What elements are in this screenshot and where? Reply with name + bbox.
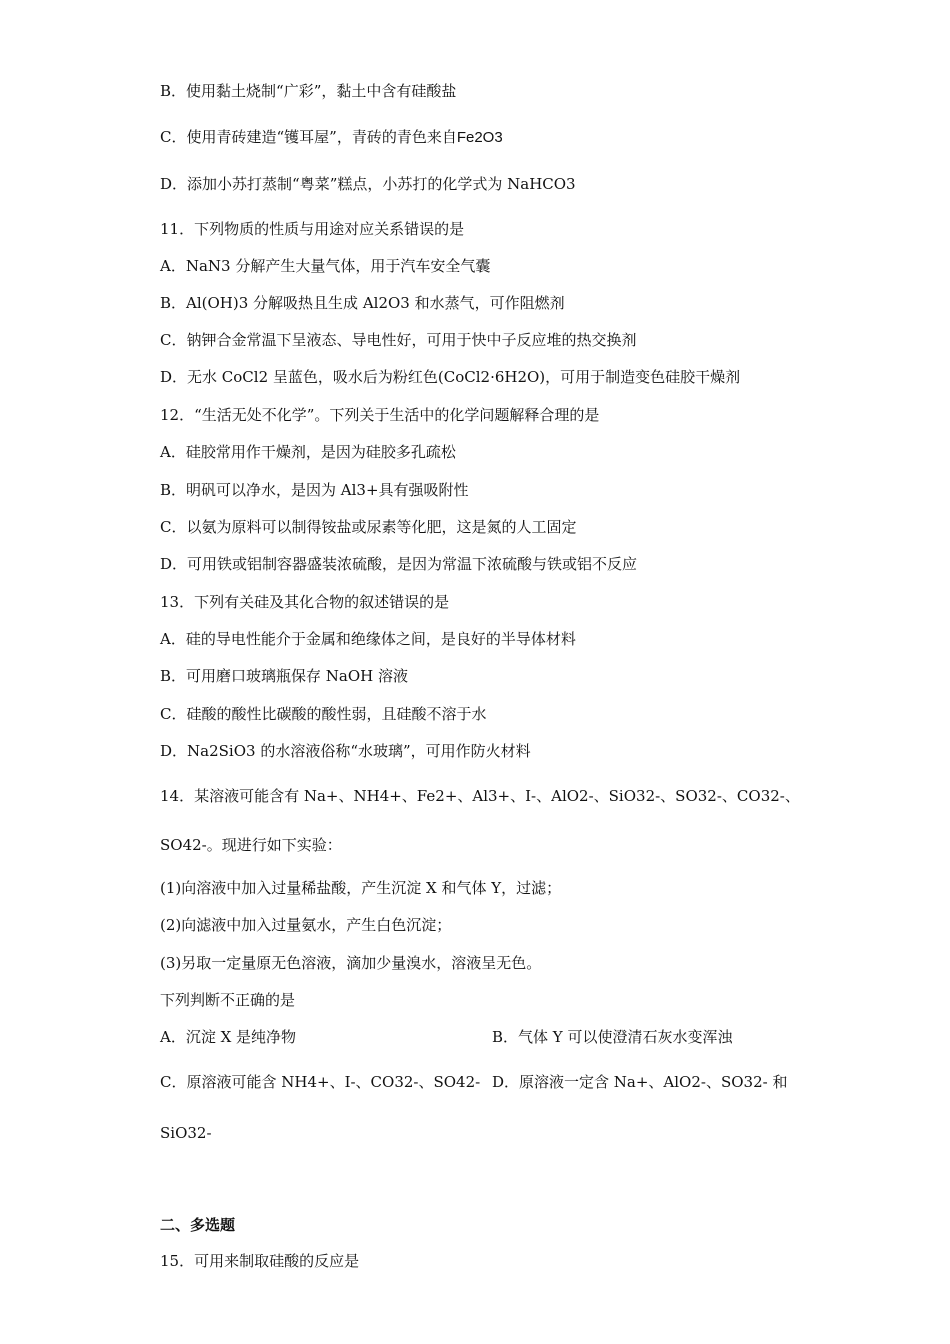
q11-option-a: A．NaN3 分解产生大量气体，用于汽车安全气囊 bbox=[160, 257, 491, 275]
q10-option-b: B．使用黏土烧制“广彩”，黏土中含有硅酸盐 bbox=[160, 82, 457, 100]
q12-option-a: A．硅胶常用作干燥剂，是因为硅胶多孔疏松 bbox=[160, 443, 456, 461]
q10-option-c-text: C．使用青砖建造“镬耳屋”，青砖的青色来自 bbox=[160, 128, 457, 146]
q13-option-d: D．Na2SiO3 的水溶液俗称“水玻璃”，可用作防火材料 bbox=[160, 742, 531, 760]
section-title-multiple-choice: 二、多选题 bbox=[160, 1216, 236, 1234]
q14-step-3: (3)另取一定量原无色溶液，滴加少量溴水，溶液呈无色。 bbox=[160, 954, 542, 972]
q13-option-c: C．硅酸的酸性比碳酸的酸性弱，且硅酸不溶于水 bbox=[160, 705, 487, 723]
q14-option-d: D．原溶液一定含 Na+、AlO2-、SO32- 和 bbox=[492, 1073, 788, 1091]
q12-option-c: C．以氨为原料可以制得铵盐或尿素等化肥，这是氮的人工固定 bbox=[160, 518, 577, 536]
q14-option-c: C．原溶液可能含 NH4+、I-、CO32-、SO42- bbox=[160, 1073, 481, 1091]
q11-option-b: B．Al(OH)3 分解吸热且生成 Al2O3 和水蒸气，可作阻燃剂 bbox=[160, 294, 565, 312]
q14-ask: 下列判断不正确的是 bbox=[160, 991, 296, 1009]
q14-option-a: A．沉淀 X 是纯净物 bbox=[160, 1028, 297, 1046]
q12-option-b: B．明矾可以净水，是因为 Al3+具有强吸附性 bbox=[160, 481, 469, 499]
fe2o3-formula: Fe2O3 bbox=[456, 129, 503, 146]
q14-option-b: B．气体 Y 可以使澄清石灰水变浑浊 bbox=[492, 1028, 733, 1046]
q14-stem-line2: SO42-。现进行如下实验： bbox=[160, 836, 342, 854]
q11-option-d: D．无水 CoCl2 呈蓝色，吸水后为粉红色(CoCl2·6H2O)，可用于制造变色硅胶干燥剂 bbox=[160, 368, 741, 386]
q10-option-d: D．添加小苏打蒸制“粤菜”糕点，小苏打的化学式为 NaHCO3 bbox=[160, 175, 576, 193]
q13-stem: 13．下列有关硅及其化合物的叙述错误的是 bbox=[160, 593, 450, 611]
q14-option-d-continued: SiO32- bbox=[160, 1124, 212, 1142]
q10-option-c bbox=[160, 126, 503, 149]
q14-step-2: (2)向滤液中加入过量氨水，产生白色沉淀； bbox=[160, 916, 452, 934]
q15-stem: 15．可用来制取硅酸的反应是 bbox=[160, 1252, 360, 1270]
q14-step-1: (1)向溶液中加入过量稀盐酸，产生沉淀 X 和气体 Y，过滤； bbox=[160, 879, 562, 897]
q12-stem: 12．“生活无处不化学”。下列关于生活中的化学问题解释合理的是 bbox=[160, 406, 600, 424]
q13-option-b: B．可用磨口玻璃瓶保存 NaOH 溶液 bbox=[160, 667, 409, 685]
q11-stem: 11．下列物质的性质与用途对应关系错误的是 bbox=[160, 220, 465, 238]
q14-stem-line1: 14．某溶液可能含有 Na+、NH4+、Fe2+、Al3+、I-、AlO2-、SiO32-、SO32-、CO32-、 bbox=[160, 787, 800, 805]
q13-option-a: A．硅的导电性能介于金属和绝缘体之间，是良好的半导体材料 bbox=[160, 630, 576, 648]
q12-option-d: D．可用铁或铝制容器盛装浓硫酸，是因为常温下浓硫酸与铁或铝不反应 bbox=[160, 555, 638, 573]
q11-option-c: C．钠钾合金常温下呈液态、导电性好，可用于快中子反应堆的热交换剂 bbox=[160, 331, 637, 349]
